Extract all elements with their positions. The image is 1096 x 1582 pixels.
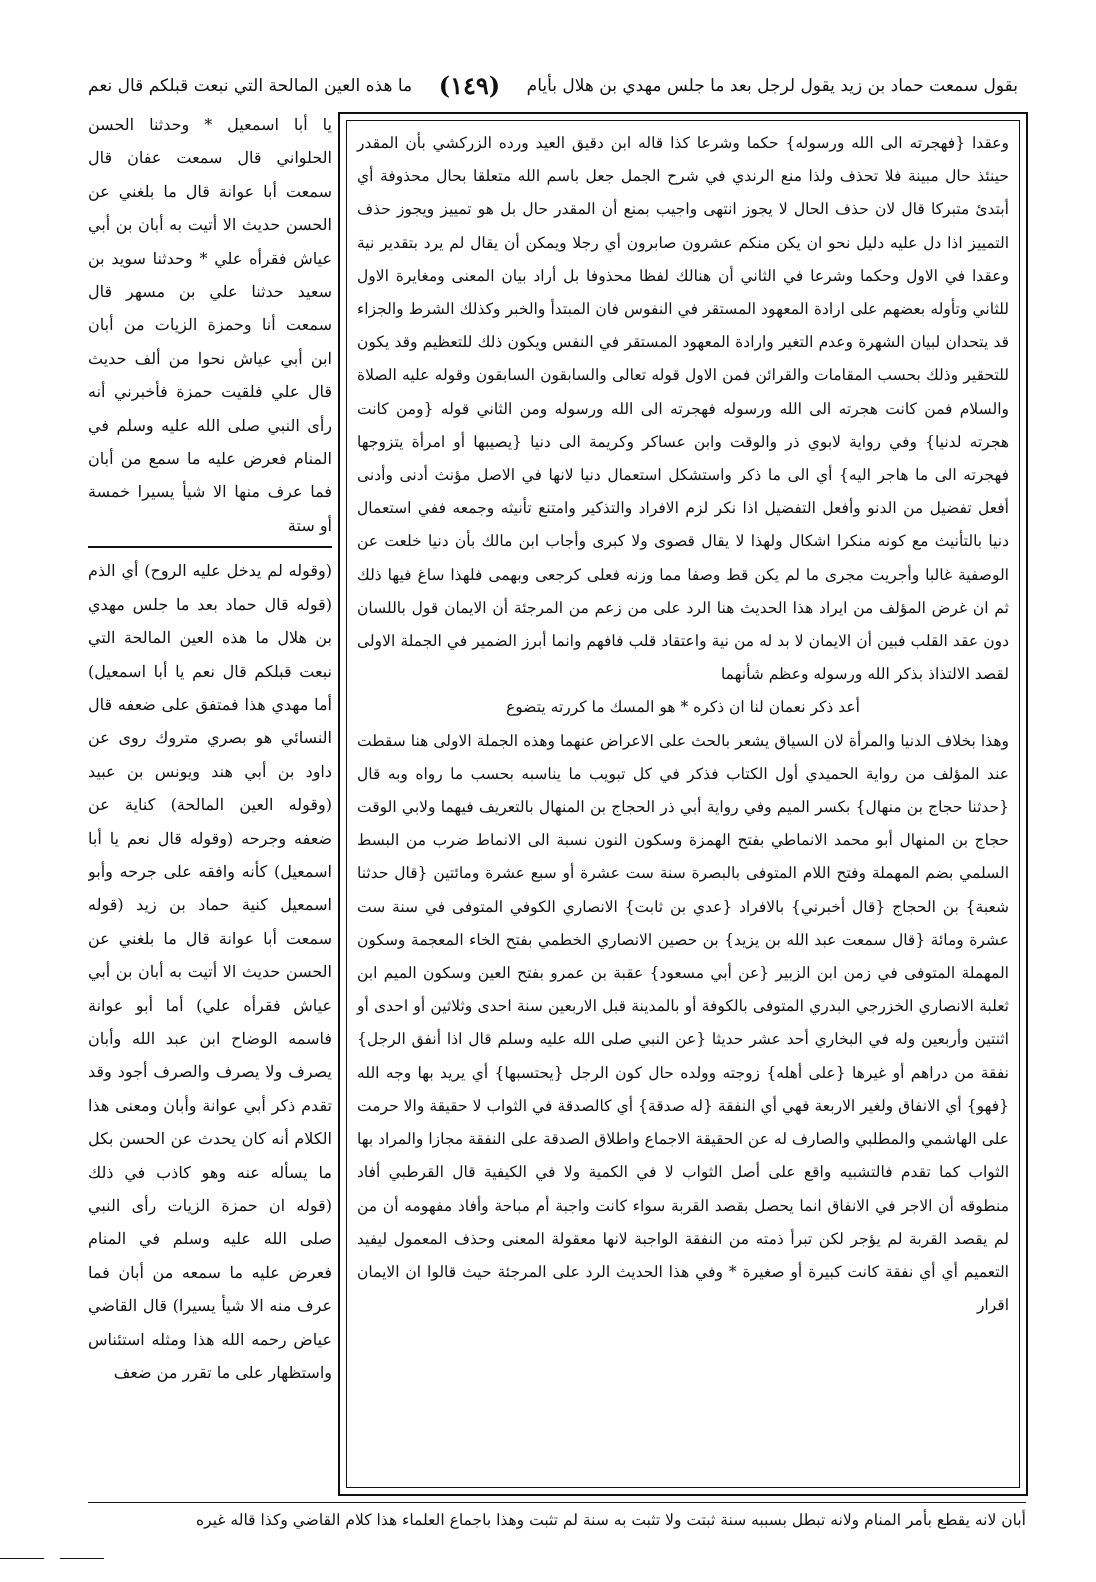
main-commentary [346, 120, 1020, 1488]
main-paragraph: وهذا بخلاف الدنيا والمرأة لان السياق يشعر بالحث على الاعراض عنهما وهذه الجملة الاولى هنا سقطت عند المؤلف من رواية الحميدي أول الكتاب فذكر في كل تبويب ما يناسبه بحسب ما رواه وبه قال {حدثنا حجاج بن منهال} بكسر الميم وفي رواية أبي ذر الحجاج بن المنهال بالتعريف فيهما ولابي الوقت حجاج بن المنهال أبو محمد الانماطي بفتح الهمزة وسكون النون نسبة الى الانماط ضرب من البسط السلمي بضم المهملة وفتح اللام المتوفى بالبصرة سنة ست عشرة أو سبع عشرة ومائتين {قال حدثنا شعبة} بن الحجاج {قال أخبرني} بالافراد {عدي بن ثابت} الانصاري الكوفي المتوفى في سنة ست عشرة ومائة {قال سمعت عبد الله بن يزيد} بن حصين الانصاري الخطمي بفتح الخاء المعجمة وسكون المهملة المتوفى في زمن ابن الزبير {عن أبي مسعود} عقبة بن عمرو بفتح العين وسكون الميم ابن ثعلبة الانصاري الخزرجي البدري المتوفى بالكوفة أو بالمدينة قبل الاربعين سنة احدى وثلاثين أو احدى أو اثنتين وأربعين وله في البخاري أحد عشر حديثا {عن النبي صلى الله عليه وسلم قال اذا أنفق الرجل} نفقة من دراهم أو غيرها {على أهله} زوجته وولده حال كون الرجل {يحتسبها} أي يريد بها وجه الله {فهو} أي الانفاق ولغير الاربعة فهي أي النفقة {له صدقة} أي كالصدقة في الثواب لا حقيقة والا حرمت على الهاشمي والمطلبي والصارف له عن الحقيقة الاجماع واطلاق الصدقة على النفقة مجازا والمراد بها الثواب كما تقدم فالتشبيه واقع على أصل الثواب لا في الكمية ولا في الكيفية قال القرطبي أفاد منطوقه أن الاجر في الانفاق انما يحصل بقصد القربة سواء كانت واجبة أم مباحة وأفاد مفهومه أن من لم يقصد القربة لم يؤجر لكن تبرأ ذمته من النفقة الواجبة لانها معقولة المعنى وحذف المعمول ليفيد التعميم أي أي نفقة كانت كبيرة أو صغيرة * وفي هذا الحديث الرد على المرجئة حيث قالوا ان الايمان اقرار [357, 731, 1009, 1315]
margin-sharh-text: (وقوله لم يدخل عليه الروح) أي الذم (قوله قال حماد بعد ما جلس مهدي بن هلال ما هذه العين المالحة التي نبعت قبلكم قال نعم يا أبا اسمعيل) أما مهدي هذا فمتفق على ضعفه قال النسائي هو بصري متروك روى عن داود بن أبي هند ويونس بن عبيد (وقوله العين المالحة) كناية عن ضعفه وجرحه (وقوله قال نعم يا أبا اسمعيل) كأنه وافقه على جرحه وأبو اسمعيل كنية حماد بن زيد (قوله سمعت أبا عوانة قال ما بلغني عن الحسن حديث الا أتيت به أبان بن أبي عياش فقرأه علي) أما أبو عوانة فاسمه الوضاح ابن عبد الله وأبان يصرف ولا يصرف والصرف أجود وقد تقدم ذكر أبي عوانة وأبان ومعنى هذا الكلام أنه كان يحدث عن الحسن بكل ما يسأله عنه وهو كاذب في ذلك (قوله ان حمزة الزيات رأى النبي صلى الله عليه وسلم في المنام فعرض عليه ما سمعه من أبان فما عرف منه الا شيأ يسيرا) قال القاضي عياض رحمه الله هذا ومثله استئناس واستظهار على ما تقرر من ضعف [88, 561, 332, 1383]
footer-rule [60, 1558, 104, 1559]
margin-commentary [88, 108, 332, 1498]
margin-hadith-text: يا أبا اسمعيل * وحدثنا الحسن الحلواني قال سمعت عفان قال سمعت أبا عوانة قال ما بلغني عن الحسن حديث الا أتيت به أبان بن أبي عياش فقرأه علي * وحدثنا سويد بن سعيد حدثنا علي بن مسهر قال سمعت أنا وحمزة الزيات من أبان ابن أبي عياش نحوا من ألف حديث قال علي فلقيت حمزة فأخبرني أنه رأى النبي صلى الله عليه وسلم في المنام فعرض عليه ما سمع من أبان فما عرف منها الا شيأ يسيرا خمسة أو ستة [88, 115, 332, 535]
footer-rule [0, 1558, 44, 1559]
margin-divider [88, 546, 332, 548]
main-paragraph: وعقدا {فهجرته الى الله ورسوله} حكما وشرعا كذا قاله ابن دقيق العيد ورده الزركشي بأن المقدر حينئذ حال مبينة فلا تحذف ولذا منع الرندي في شرح الجمل جعل باسم الله متعلقا بحال محذوفة أي أبتدئ متبركا قال لان حذف الحال لا يجوز انتهى واجيب بمنع أن المقدر حال بل هو تمييز ويجوز حذف التمييز اذا دل عليه دليل نحو ان يكن منكم عشرون صابرون أي رجلا ويمكن أن يقال لم يرد بتقدير نية وعقدا في الاول وحكما وشرعا في الثاني أن هنالك لفظا محذوفا بل أراد بيان المعنى ومغايرة الاول للثاني وتأوله بعضهم على ارادة المعهود المستقر في النفوس فان المبتدأ والخبر وكذلك الشرط والجزاء قد يتحدان لبيان الشهرة وعدم التغير وارادة المعهود المستقر في النفس ويكون ذلك للتعظيم وقد يكون للتحقير وذلك بحسب المقامات والقرائن فمن الاول قوله تعالى والسابقون السابقون وقوله عليه الصلاة والسلام فمن كانت هجرته الى الله ورسوله فهجرته الى الله ورسوله ومن الثاني قوله {ومن كانت هجرته لدنيا} وفي رواية لابوي ذر والوقت وابن عساكر وكريمة الى دنيا {يصيبها أو امرأة يتزوجها فهجرته الى ما هاجر اليه} أي الى ما ذكر واستشكل استعمال دنيا لانها في الاصل مؤنث أدنى وأدنى أفعل تفضيل من الدنو وأفعل التفضيل اذا نكر لزم الافراد والتذكير وامتنع تأنيثه وجمعه ففي استعمال دنيا بالتأنيث مع كونه منكرا اشكال ولهذا لا يقال قصوى ولا كبرى وأجاب ابن مالك بأن دنيا خلعت عن الوصفية غالبا وأجريت مجرى ما لم يكن قط وصفا مما وزنه فعلى كرجعى وبهمى فلهذا ساغ فيها ذلك ثم ان غرض المؤلف من ايراد هذا الحديث هنا الرد على من زعم من المرجئة أن الايمان قول باللسان دون عقد القلب فبين أن الايمان لا بد له من نية واعتقاد قلب فافهم وانما أبرز الضمير في الجملة الاولى لقصد الالتذاذ بذكر الله ورسوله وعظم شأنهما [357, 134, 1009, 684]
running-header [88, 66, 1018, 106]
verse-line: أعد ذكر نعمان لنا ان ذكره * هو المسك ما كررته يتضوع [506, 698, 860, 717]
header-right-text: بقول سمعت حماد بن زيد يقول لرجل بعد ما جلس مهدي بن هلال بأيام [526, 76, 1018, 96]
page-number: (١٤٩) [438, 71, 501, 100]
footer-text: أبان لانه يقطع بأمر المنام ولانه تبطل بسببه سنة ثبتت ولا تثبت به سنة لم تثبت وهذا باجماع العلماء هذا كلام القاضي وكذا قاله غيره [88, 1502, 1026, 1537]
header-left-text: ما هذه العين المالحة التي نبعت قبلكم قال نعم [88, 76, 413, 96]
main-commentary-frame [338, 112, 1028, 1496]
